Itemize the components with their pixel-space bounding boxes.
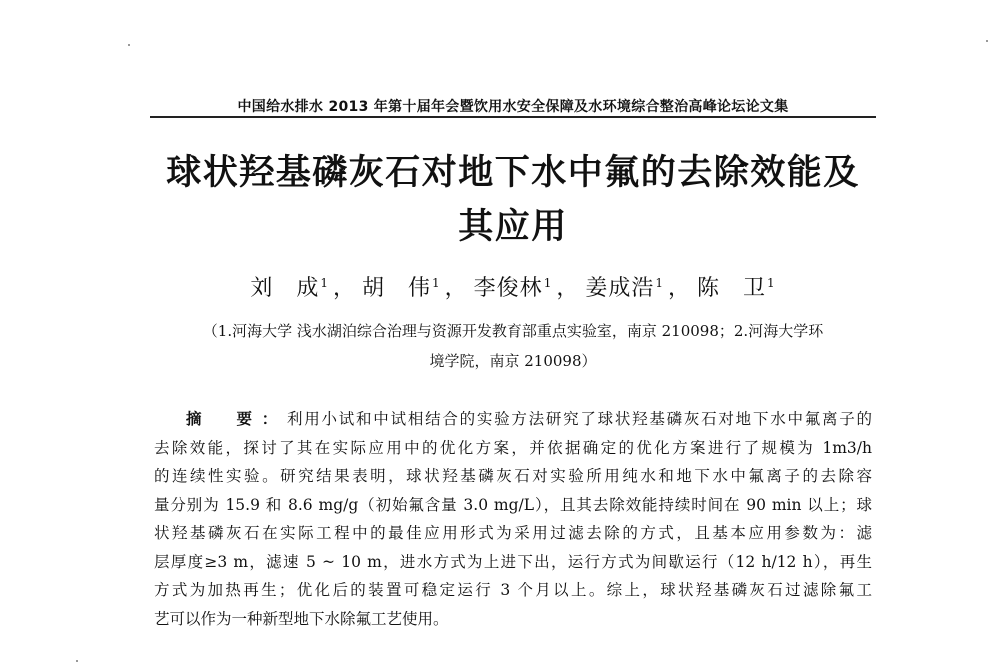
scan-speck — [986, 40, 988, 42]
author-separator: ， — [556, 276, 580, 302]
abstract-line: 艺可以作为一种新型地下水除氟工艺使用。 — [154, 609, 449, 628]
author-affiliation-mark: 1 — [432, 276, 441, 290]
affiliation — [150, 316, 876, 376]
author — [585, 276, 664, 301]
author-affiliation-mark: 1 — [320, 276, 329, 290]
abstract-line — [154, 405, 872, 434]
author-name: 李俊林 — [473, 276, 543, 302]
header-rule — [150, 116, 876, 118]
author-affiliation-mark: 1 — [767, 276, 776, 290]
author-separator: ， — [444, 276, 468, 302]
scan-speck — [76, 660, 78, 662]
author-name: 姜成浩 — [585, 276, 655, 302]
abstract-line: 状羟基磷灰石在实际工程中的最佳应用形式为采用过滤去除的方式，且基本应用参数为：滤 — [154, 524, 872, 542]
abstract-line: 的连续性实验。研究结果表明，球状羟基磷灰石对实验所用纯水和地下水中氟离子的去除容 — [154, 467, 872, 485]
author-list — [150, 268, 876, 304]
abstract-text: 利用小试和中试相结合的实验方法研究了球状羟基磷灰石对地下水中氟离子的 — [287, 410, 872, 428]
paper-title — [130, 146, 896, 254]
affiliation-line-2: 境学院，南京 210098） — [429, 352, 597, 370]
paper-title-line-1: 球状羟基磷灰石对地下水中氟的去除效能及 — [166, 153, 860, 193]
abstract-line: 方式为加热再生；优化后的装置可稳定运行 3 个月以上。综上，球状羟基磷灰石过滤除氟工 — [154, 581, 872, 599]
abstract-label: 摘 要： — [186, 410, 288, 428]
author-name: 刘 成 — [250, 276, 320, 302]
abstract-line: 去除效能，探讨了其在实际应用中的优化方案，并依据确定的优化方案进行了规模为 1m3/h — [154, 438, 872, 457]
author-separator: ， — [332, 276, 356, 302]
abstract — [154, 405, 872, 633]
abstract-line: 量分别为 15.9 和 8.6 mg/g（初始氟含量 3.0 mg/L），且其去除效能持续时间在 90 min 以上；球 — [154, 495, 872, 514]
scan-speck — [128, 44, 130, 46]
paper-title-line-2: 其应用 — [458, 207, 568, 247]
author — [250, 276, 329, 301]
author-name: 胡 伟 — [362, 276, 432, 302]
author — [362, 276, 441, 301]
abstract-line: 层厚度≥3 m，滤速 5 ~ 10 m，进水方式为上进下出，运行方式为间歇运行（12 h/12 h），再生 — [154, 552, 872, 571]
author — [697, 276, 776, 301]
author-name: 陈 卫 — [697, 276, 767, 302]
running-header: 中国给水排水 2013 年第十届年会暨饮用水安全保障及水环境综合整治高峰论坛论文集 — [237, 99, 789, 115]
author-affiliation-mark: 1 — [655, 276, 664, 290]
affiliation-line-1: （1.河海大学 浅水湖泊综合治理与资源开发教育部重点实验室，南京 210098；2.河海大学环 — [202, 322, 824, 340]
author — [474, 276, 553, 301]
author-separator: ， — [668, 276, 692, 302]
author-affiliation-mark: 1 — [543, 276, 553, 290]
